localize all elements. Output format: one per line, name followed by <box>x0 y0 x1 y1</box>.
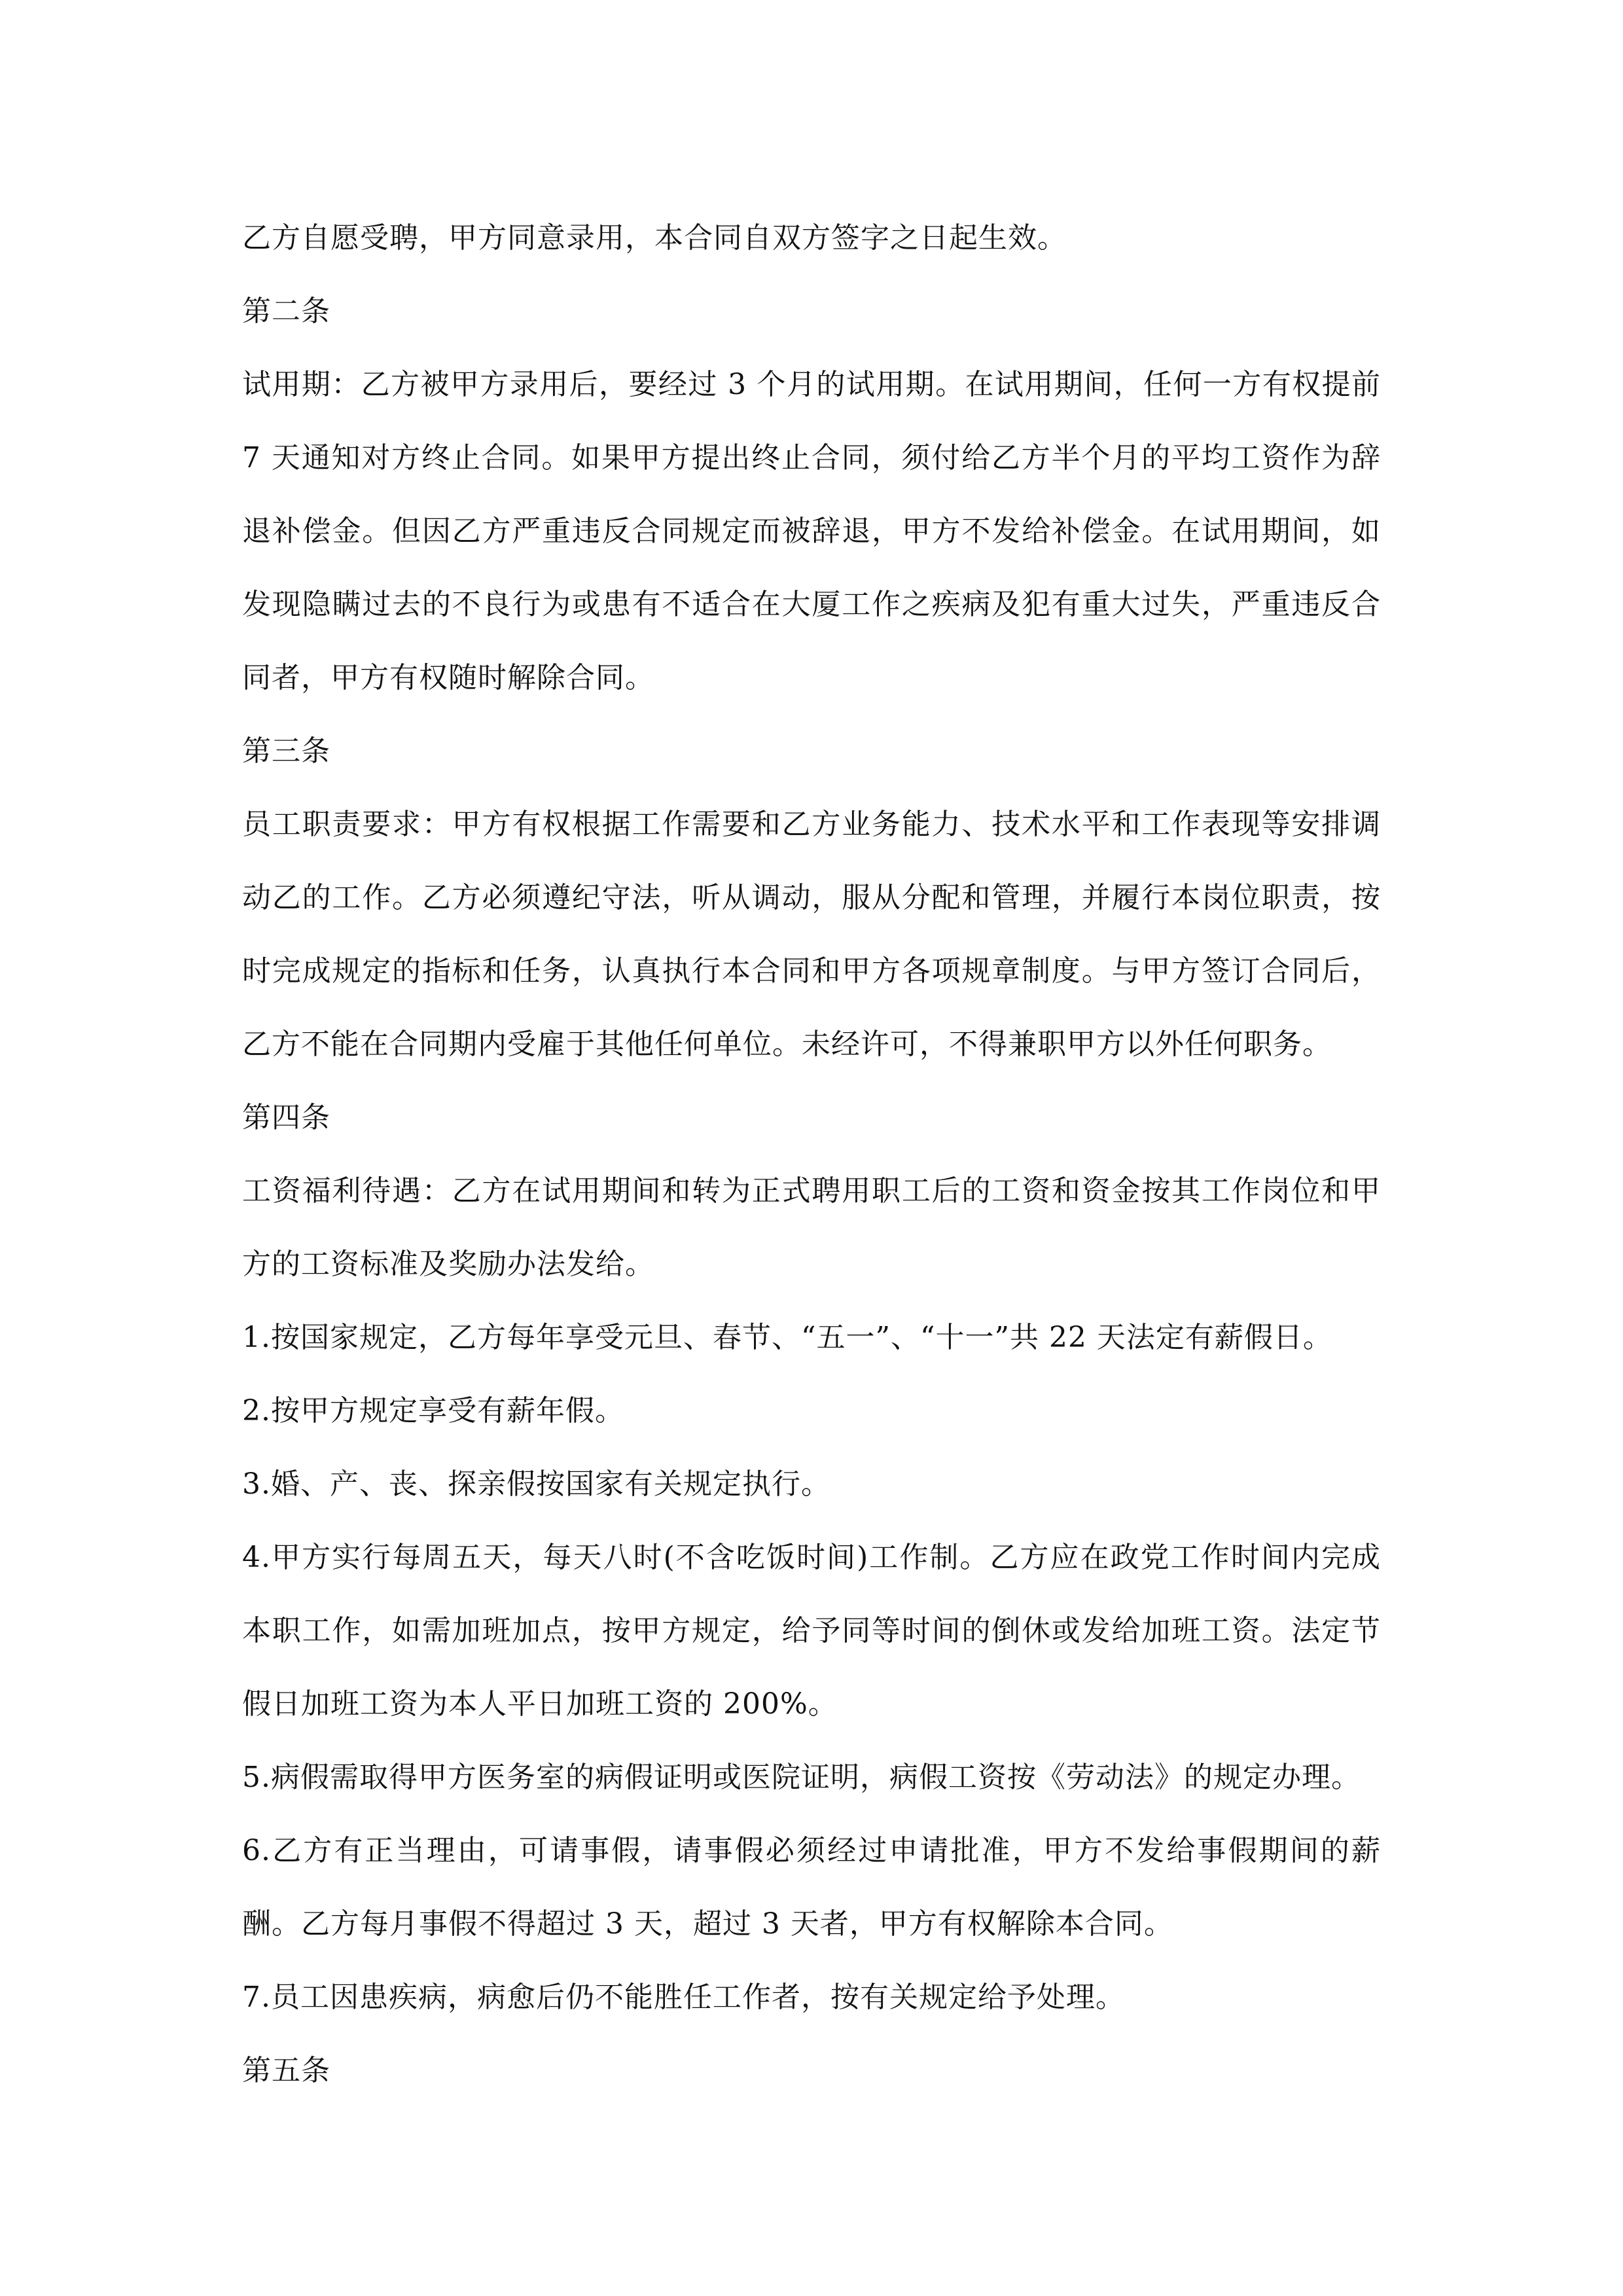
list-item-6: 6.乙方有正当理由，可请事假，请事假必须经过申请批准，甲方不发给事假期间的薪酬。乙方每月事假不得超过 3 天，超过 3 天者，甲方有权解除本合同。 <box>242 1834 1381 1941</box>
document-body <box>242 202 1381 2108</box>
list-item-3: 3.婚、产、丧、探亲假按国家有关规定执行。 <box>242 1467 830 1501</box>
article-heading-4: 第四条 <box>242 1101 330 1134</box>
article-heading-5: 第五条 <box>242 2054 330 2087</box>
list-item-1: 1.按国家规定，乙方每年享受元旦、春节、“五一”、“十一”共 22 天法定有薪假日。 <box>242 1321 1332 1354</box>
paragraph-wages: 工资福利待遇：乙方在试用期间和转为正式聘用职工后的工资和资金按其工作岗位和甲方的工资标准及奖励办法发给。 <box>242 1174 1381 1281</box>
list-item-5: 5.病假需取得甲方医务室的病假证明或医院证明，病假工资按《劳动法》的规定办理。 <box>242 1761 1361 1794</box>
article-heading-3: 第三条 <box>242 734 330 768</box>
list-item-2: 2.按甲方规定享受有薪年假。 <box>242 1394 624 1427</box>
list-item-7: 7.员工因患疾病，病愈后仍不能胜任工作者，按有关规定给予处理。 <box>242 1981 1125 2014</box>
list-item-4: 4.甲方实行每周五天，每天八时(不含吃饭时间)工作制。乙方应在政党工作时间内完成本职工作，如需加班加点，按甲方规定，给予同等时间的倒休或发给加班工资。法定节假日加班工资为本人平日加班工资的 200%。 <box>242 1541 1381 1721</box>
paragraph-probation: 试用期：乙方被甲方录用后，要经过 3 个月的试用期。在试用期间，任何一方有权提前 7 天通知对方终止合同。如果甲方提出终止合同，须付给乙方半个月的平均工资作为辞退补偿金。但因乙方严重违反合同规定而被辞退，甲方不发给补偿金。在试用期间，如发现隐瞒过去的不良行为或患有不适合在大厦工作之疾病及犯有重大过失，严重违反合同者，甲方有权随时解除合同。 <box>242 368 1381 694</box>
paragraph-duties: 员工职责要求：甲方有权根据工作需要和乙方业务能力、技术水平和工作表现等安排调动乙的工作。乙方必须遵纪守法，听从调动，服从分配和管理，并履行本岗位职责，按时完成规定的指标和任务，认真执行本合同和甲方各项规章制度。与甲方签订合同后，乙方不能在合同期内受雇于其他任何单位。未经许可，不得兼职甲方以外任何职务。 <box>242 808 1381 1061</box>
article-heading-2: 第二条 <box>242 295 330 328</box>
paragraph-effective-clause: 乙方自愿受聘，甲方同意录用，本合同自双方签字之日起生效。 <box>242 221 1067 255</box>
